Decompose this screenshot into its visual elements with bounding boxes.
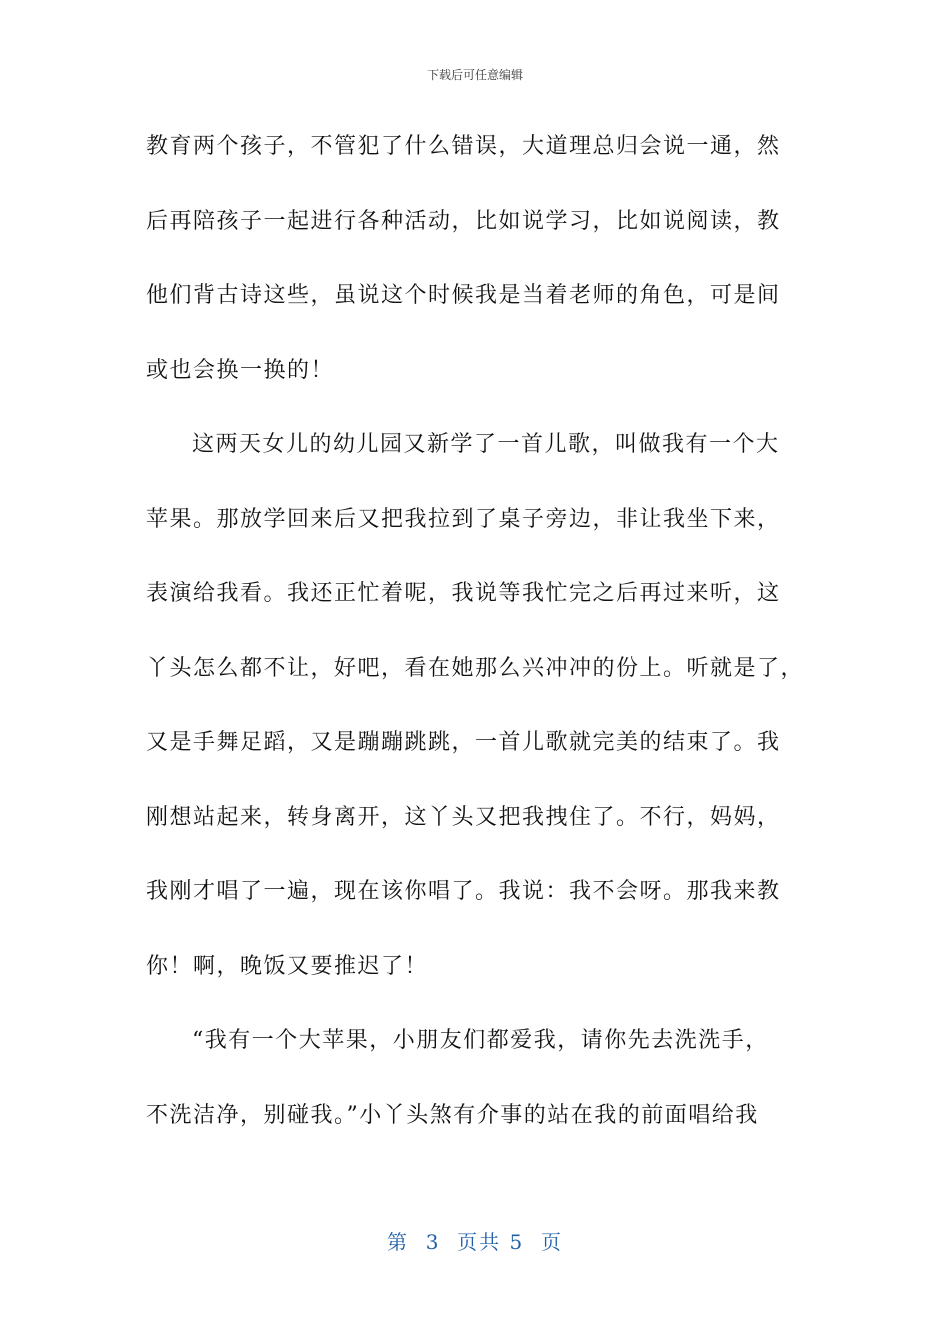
page-header: 下载后可任意编辑	[426, 68, 523, 82]
text-line: 教育两个孩子，不管犯了什么错误，大道理总归会说一通，然	[146, 134, 781, 159]
page-number-footer: 第 3 页共 5 页	[387, 1230, 563, 1254]
text-line: 丫头怎么都不让，好吧，看在她那么兴冲冲的份上。听就是了，	[146, 655, 805, 681]
paragraph-start-line: “我有一个大苹果，小朋友们都爱我，请你先去洗洗手，	[192, 1028, 769, 1053]
text-line: 他们背古诗这些，虽说这个时候我是当着老师的角色，可是间	[146, 283, 781, 308]
text-line: 苹果。那放学回来后又把我拉到了桌子旁边，非让我坐下来，	[146, 506, 781, 532]
text-line: 又是手舞足蹈，又是蹦蹦跳跳，一首儿歌就完美的结束了。我	[146, 730, 781, 755]
text-line: 刚想站起来，转身离开，这丫头又把我拽住了。不行，妈妈，	[146, 804, 781, 830]
text-line: 或也会换一换的！	[146, 357, 335, 383]
text-line: 我刚才唱了一遍，现在该你唱了。我说：我不会呀。那我来教	[146, 879, 781, 904]
text-line: 你！啊，晚饭又要推迟了！	[146, 953, 429, 979]
paragraph-start-line: 这两天女儿的幼儿园又新学了一首儿歌，叫做我有一个大	[192, 432, 780, 457]
document-body	[146, 127, 814, 1170]
text-line: 不洗洁净，别碰我。”小丫头煞有介事的站在我的前面唱给我	[146, 1102, 759, 1128]
text-line: 后再陪孩子一起进行各种活动，比如说学习，比如说阅读，教	[146, 208, 781, 234]
text-line: 表演给我看。我还正忙着呢，我说等我忙完之后再过来听，这	[146, 581, 781, 606]
